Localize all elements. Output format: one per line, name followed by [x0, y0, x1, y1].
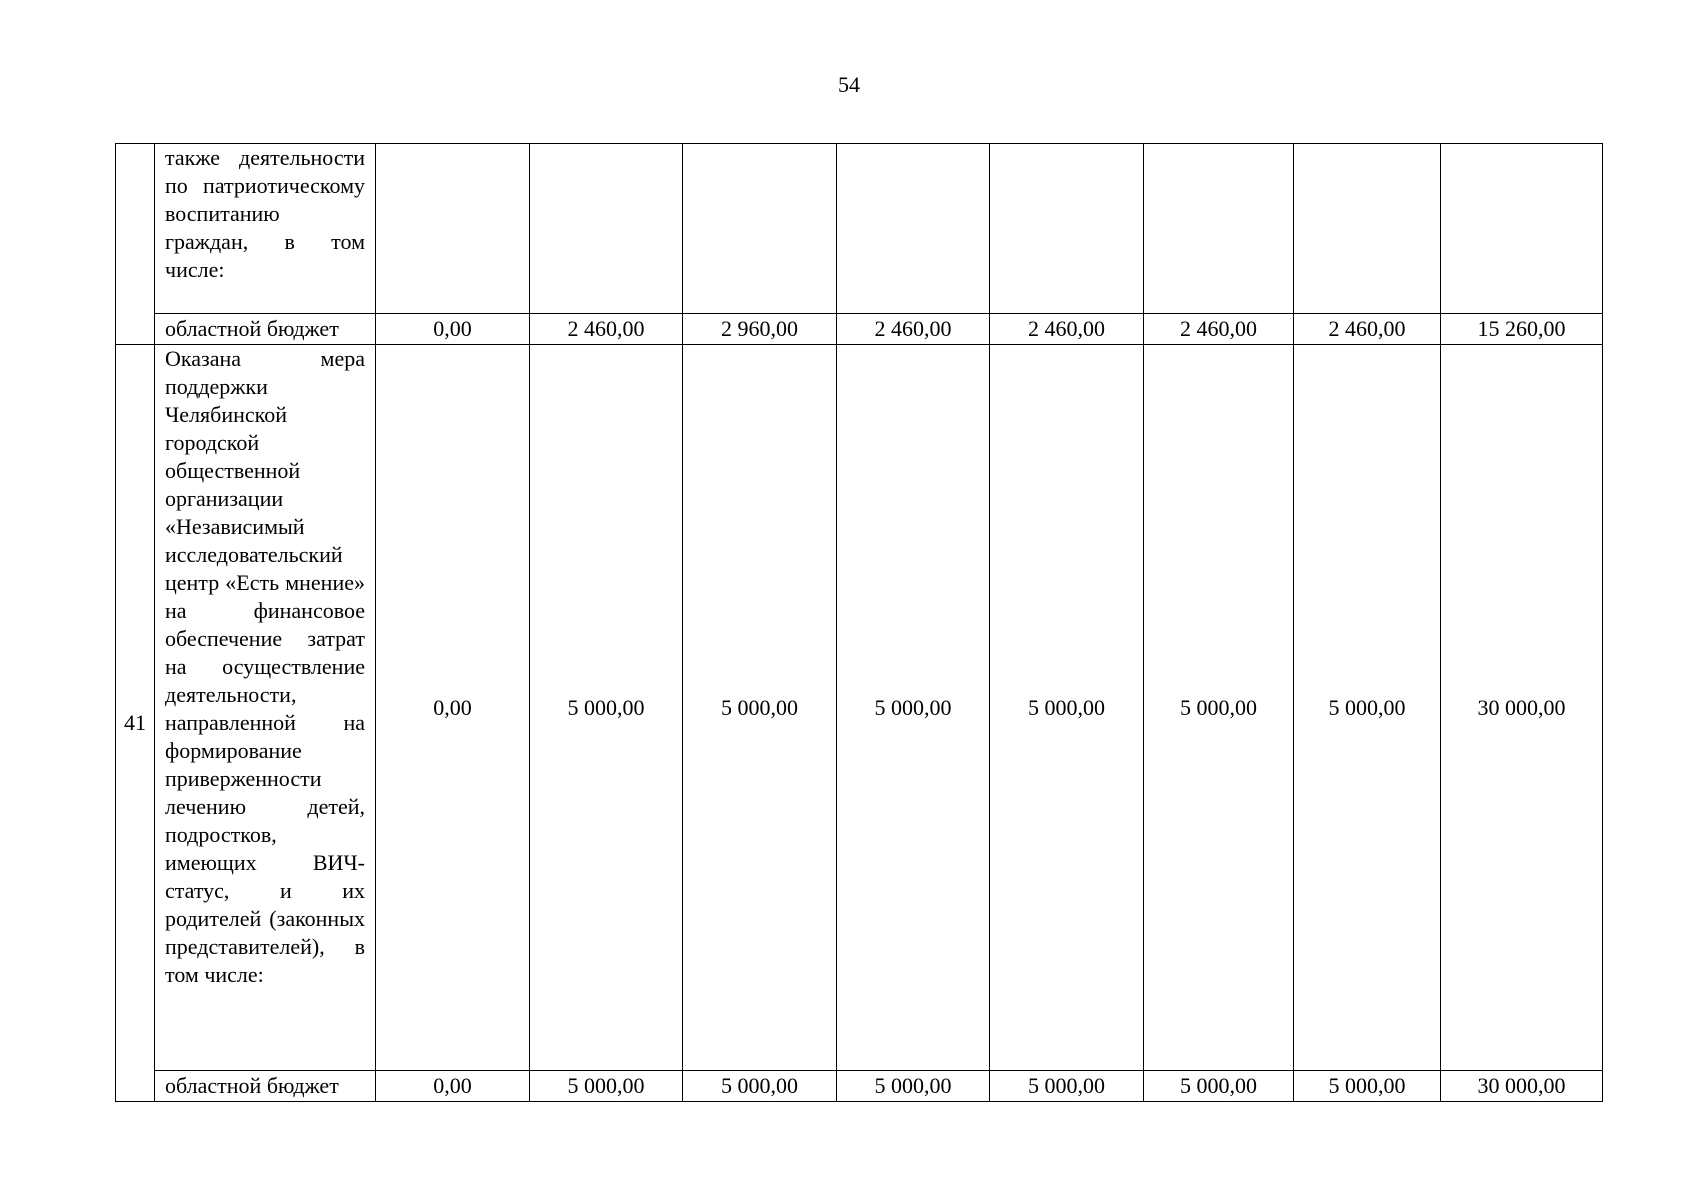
- row-description: также деятельности по патриотическому воспитанию граждан, в том числе:: [155, 144, 376, 314]
- value-cell: 0,00: [376, 314, 530, 345]
- value-cell: 5 000,00: [530, 345, 683, 1071]
- value-cell: [1294, 144, 1441, 314]
- value-cell: 5 000,00: [683, 345, 837, 1071]
- value-cell: 0,00: [376, 345, 530, 1071]
- value-cell: 2 460,00: [1144, 314, 1294, 345]
- value-cell: 2 460,00: [530, 314, 683, 345]
- row-number-cell: [116, 144, 155, 345]
- value-cell: [837, 144, 990, 314]
- row-description: областной бюджет: [155, 1071, 376, 1102]
- table-row: [116, 144, 1603, 314]
- value-cell: [683, 144, 837, 314]
- table-row: [116, 345, 1603, 1071]
- value-cell: 15 260,00: [1441, 314, 1603, 345]
- row-description: Оказана мера поддержки Челябинской городской общественной организации «Независимый исследовательский центр «Есть мнение» на финансовое обеспечение затрат на осуществление деятельности, направленной на формирование приверженности лечению детей, подростков, имеющих ВИЧ-статус, и их родителей (законных представителей), в том числе:: [155, 345, 376, 1071]
- value-cell: [530, 144, 683, 314]
- page-number: 54: [838, 72, 860, 97]
- value-cell: 2 460,00: [1294, 314, 1441, 345]
- value-cell: 5 000,00: [837, 345, 990, 1071]
- value-cell: [990, 144, 1144, 314]
- value-cell: 2 960,00: [683, 314, 837, 345]
- value-cell: 5 000,00: [1294, 345, 1441, 1071]
- value-cell: 2 460,00: [837, 314, 990, 345]
- table-row: [116, 314, 1603, 345]
- value-cell: 5 000,00: [1144, 1071, 1294, 1102]
- value-cell: 2 460,00: [990, 314, 1144, 345]
- row-number-cell: 41: [116, 345, 155, 1102]
- value-cell: 5 000,00: [990, 345, 1144, 1071]
- value-cell: 5 000,00: [837, 1071, 990, 1102]
- value-cell: 30 000,00: [1441, 345, 1603, 1071]
- budget-table: [115, 143, 1603, 1102]
- value-cell: [1441, 144, 1603, 314]
- row-description: областной бюджет: [155, 314, 376, 345]
- value-cell: 5 000,00: [683, 1071, 837, 1102]
- value-cell: 5 000,00: [1294, 1071, 1441, 1102]
- value-cell: 5 000,00: [1144, 345, 1294, 1071]
- value-cell: 5 000,00: [530, 1071, 683, 1102]
- value-cell: 5 000,00: [990, 1071, 1144, 1102]
- value-cell: 30 000,00: [1441, 1071, 1603, 1102]
- value-cell: 0,00: [376, 1071, 530, 1102]
- value-cell: [1144, 144, 1294, 314]
- value-cell: [376, 144, 530, 314]
- table-row: [116, 1071, 1603, 1102]
